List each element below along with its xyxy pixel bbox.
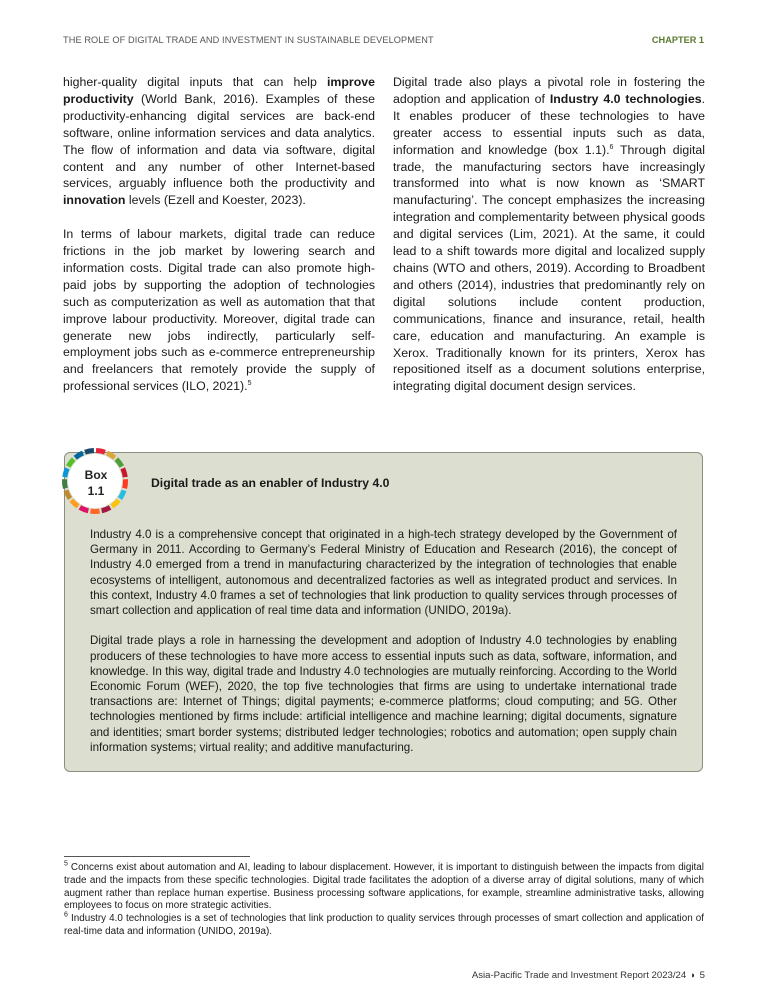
text-span: levels (Ezell and Koester, 2023).: [125, 193, 306, 208]
chapter-label: CHAPTER 1: [651, 35, 704, 45]
right-column: [393, 74, 705, 412]
ring-segment: [65, 479, 66, 488]
footnote-5: [64, 862, 704, 913]
ring-segment: [80, 507, 88, 510]
box-body: [90, 527, 677, 770]
footer-marker-icon: ◗: [690, 970, 696, 980]
box-number: 1.1: [87, 484, 105, 498]
paragraph-industry-4: [393, 74, 705, 395]
ring-segment: [116, 459, 121, 466]
box-label: Box: [84, 468, 108, 482]
ring-segment: [102, 507, 110, 510]
page-number: 5: [699, 970, 705, 981]
ring-segment: [123, 468, 125, 477]
footnote-number: 5: [64, 860, 68, 868]
text-span: higher-quality digital inputs that can help: [63, 75, 327, 89]
text-span: Digital trade also plays a pivotal role in fostering the adoption and application of: [393, 75, 705, 106]
box-title: Digital trade as an enabler of Industry 4.0: [151, 476, 390, 490]
footnote-divider: [64, 856, 250, 857]
footnote-ref-6[interactable]: 6: [609, 143, 614, 151]
bold-term: improve productivity: [63, 75, 375, 106]
footnotes: [64, 862, 704, 939]
ring-segment: [125, 479, 126, 488]
box-paragraph-2: Digital trade plays a role in harnessing the development and adoption of Industry 4.0 technologies by enabling producers of these technologies to have more access to essential inputs such as data, software, information, and knowledge. In this way, digital trade and Industry 4.0 technologies are mutually reinforcing. According to the World Economic Forum (WEF), 2020, the top five technologies that firms are using to undertake international trade transactions are: Internet of Things; digital payments; e-commerce platforms; cloud computing; and 5G. Other technologies mentioned by firms include: artificial intelligence and machine learning; digital documents, signature and identities; smart border systems; distributed ledger technologies; robotics and automation; open supply chain information systems; virtual reality; and additive manufacturing.: [90, 634, 677, 754]
report-title: Asia-Pacific Trade and Investment Report 2023/24: [471, 970, 687, 981]
page-footer: [472, 970, 705, 981]
footnote-number: 6: [64, 911, 68, 919]
text-span: In terms of labour markets, digital trade can reduce frictions in the job market by lowering search and information costs. Digital trade can also promote high-paid jobs by supporting the adoption of technologies such as computerization as well as automation that that improve labour productivity. Moreover, digital trade can generate new jobs indirectly, particularly self-employment jobs such as e-commerce entrepreneurship and freelancers that remotely provide the supply of professional services (ILO, 2021).: [63, 227, 375, 394]
box-paragraph-1: Industry 4.0 is a comprehensive concept that originated in a high-tech strategy developed by the Government of Germany in 2011. According to Germany’s Federal Ministry of Education and Research (2016), the concept of Industry 4.0 emerged from a trend in manufacturing characterized by the integration of technologies that enable ecosystems of intelligent, autonomous and decentralized factories as well as integrated product and services. In this context, Industry 4.0 frames a set of technologies that link production to quality services through processes of smart collection and application of real time data and information (UNIDO, 2019a).: [90, 528, 677, 618]
ring-segment: [65, 468, 67, 477]
ring-segment: [68, 459, 73, 466]
box-number-badge: [76, 467, 116, 499]
text-span: Through digital trade, the manufacturing sectors have increasingly transformed into what is now known as ‘SMART manufacturing’. The concept emphasizes the increasing integration and complementarity between physical goods and digital services (Lim, 2021). At the same, it could lead to a shift towards more digital and localized supply chains (WTO and others, 2019). According to Broadbent and others (2014), industries that predominantly rely on digital solutions include content production, communications, finance and insurance, retail, health care, education and manufacturing. An example is Xerox. Traditionally known for its printers, Xerox has repositioned itself as a document solutions enterprise, integrating digital document design services.: [393, 142, 705, 394]
bold-term: Industry 4.0 technologies: [549, 91, 702, 106]
ring-segment: [75, 453, 83, 458]
left-column: [63, 74, 375, 412]
ring-segment: [96, 451, 105, 453]
paragraph-labour-markets: [63, 226, 375, 395]
footnote-text: Concerns exist about automation and AI, leading to labour displacement. However, it is important to distinguish between the impacts from digital trade and the impacts from these specific technologies. Digital trade facilitates the adoption of a diverse array of digital solutions, many of which augment rather than replace human expertise. Business processing software applications, for example, streamline administrative tasks, allowing employees to focus on more strategic activities.: [64, 862, 704, 912]
ring-segment: [107, 453, 115, 458]
ring-segment: [85, 451, 94, 453]
ring-segment: [120, 490, 124, 498]
paragraph-productivity: [63, 74, 375, 209]
ring-segment: [66, 490, 70, 498]
bold-term: innovation: [63, 193, 126, 208]
text-span: (World Bank, 2016). Examples of these productivity-enhancing digital services are back-end software, online information services and data analytics. The flow of information and data via software, digital content and any number of other Internet-based services, arguably influence both the productivity and: [63, 91, 375, 191]
footnote-6: [64, 913, 704, 939]
running-title: THE ROLE OF DIGITAL TRADE AND INVESTMENT IN SUSTAINABLE DEVELOPMENT: [63, 35, 434, 45]
footnote-ref-5[interactable]: 5: [247, 380, 252, 388]
footnote-text: Industry 4.0 technologies is a set of technologies that link production to quality services through processes of smart collection and application of real-time data and information (UNIDO, 2019a).: [64, 913, 704, 937]
text-span: . It enables producer of these technologies to have greater access to essential inputs such as data, information and knowledge (box 1.1).: [393, 91, 705, 157]
